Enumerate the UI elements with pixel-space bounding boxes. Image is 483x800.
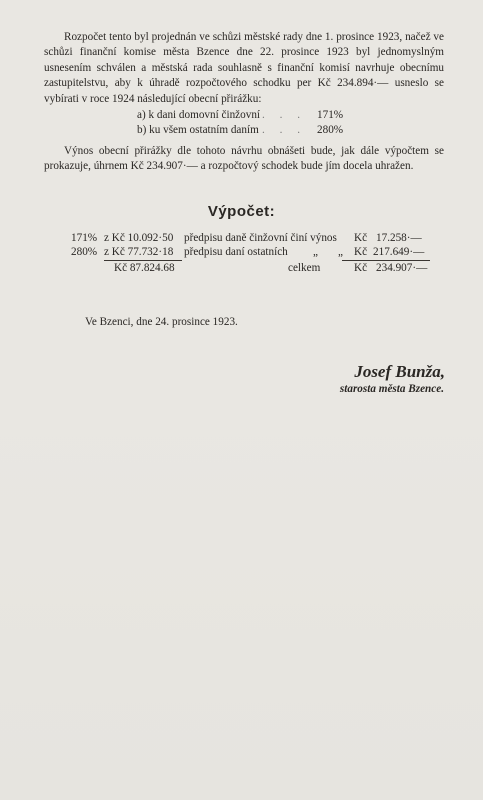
description-2: předpisu daní ostatních — [184, 246, 288, 258]
currency-2: Kč — [354, 246, 368, 258]
amount-1: 17.258·— — [376, 232, 422, 244]
paragraph-budget-approval: Rozpočet tento byl projednán ve schůzi městské rady dne 1. prosince 1923, načež ve schůzi finanční komise města Bzence dne 22. prosince 1923 byl jednomyslným usnesením schválen a městská rada souhlasně s finanční komisí navrhuje obecnímu zastupitelstvu, aby k úhradě rozpočtového schodku per Kč 234.894·— usneslo se vybírati v roce 1924 následující obecní přirážku: — [44, 31, 444, 105]
rate-2: 280% — [71, 246, 98, 258]
list-item-label: a) k dani domovní činžovní — [137, 109, 261, 121]
ditto-mark: „ — [338, 246, 343, 258]
currency-1: Kč — [354, 232, 368, 244]
ditto-mark: „ — [313, 246, 318, 258]
date-line: Ve Bzenci, dne 24. prosince 1923. — [85, 316, 238, 328]
total-base: Kč 87.824.68 — [114, 262, 175, 274]
leader-dots: . . . — [262, 124, 306, 136]
calculation-heading: Výpočet: — [207, 203, 276, 220]
total-amount: 234.907·— — [376, 262, 428, 274]
signature-name: Josef Bunža, — [354, 362, 445, 381]
list-item-value: 280% — [317, 124, 344, 136]
rate-1: 171% — [71, 232, 98, 244]
base-2: z Kč 77.732·18 — [104, 246, 174, 258]
signature-title: starosta města Bzence. — [339, 383, 444, 395]
blank-lower-page — [0, 400, 483, 800]
amount-2: 217.649·— — [373, 246, 425, 258]
base-1: z Kč 10.092·50 — [104, 232, 174, 244]
total-currency: Kč — [354, 262, 368, 274]
total-label: celkem — [288, 262, 321, 274]
calculation-table — [0, 232, 483, 277]
leader-dots: . . . — [262, 109, 306, 121]
description-1: předpisu daně činžovní činí výnos — [184, 232, 337, 244]
list-item-label: b) ku všem ostatním daním — [137, 124, 259, 136]
list-item — [137, 123, 344, 138]
list-item-value: 171% — [317, 109, 344, 121]
list-item — [137, 108, 344, 123]
paragraph-yield: Výnos obecní přirážky dle tohoto návrhu obnášeti bude, jak dále výpočtem se prokazuje, úhrnem Kč 234.907·— a rozpočtový schodek bude jím docela uhražen. — [44, 145, 444, 173]
sum-rule-left — [104, 260, 182, 261]
sum-rule-right — [342, 260, 430, 261]
